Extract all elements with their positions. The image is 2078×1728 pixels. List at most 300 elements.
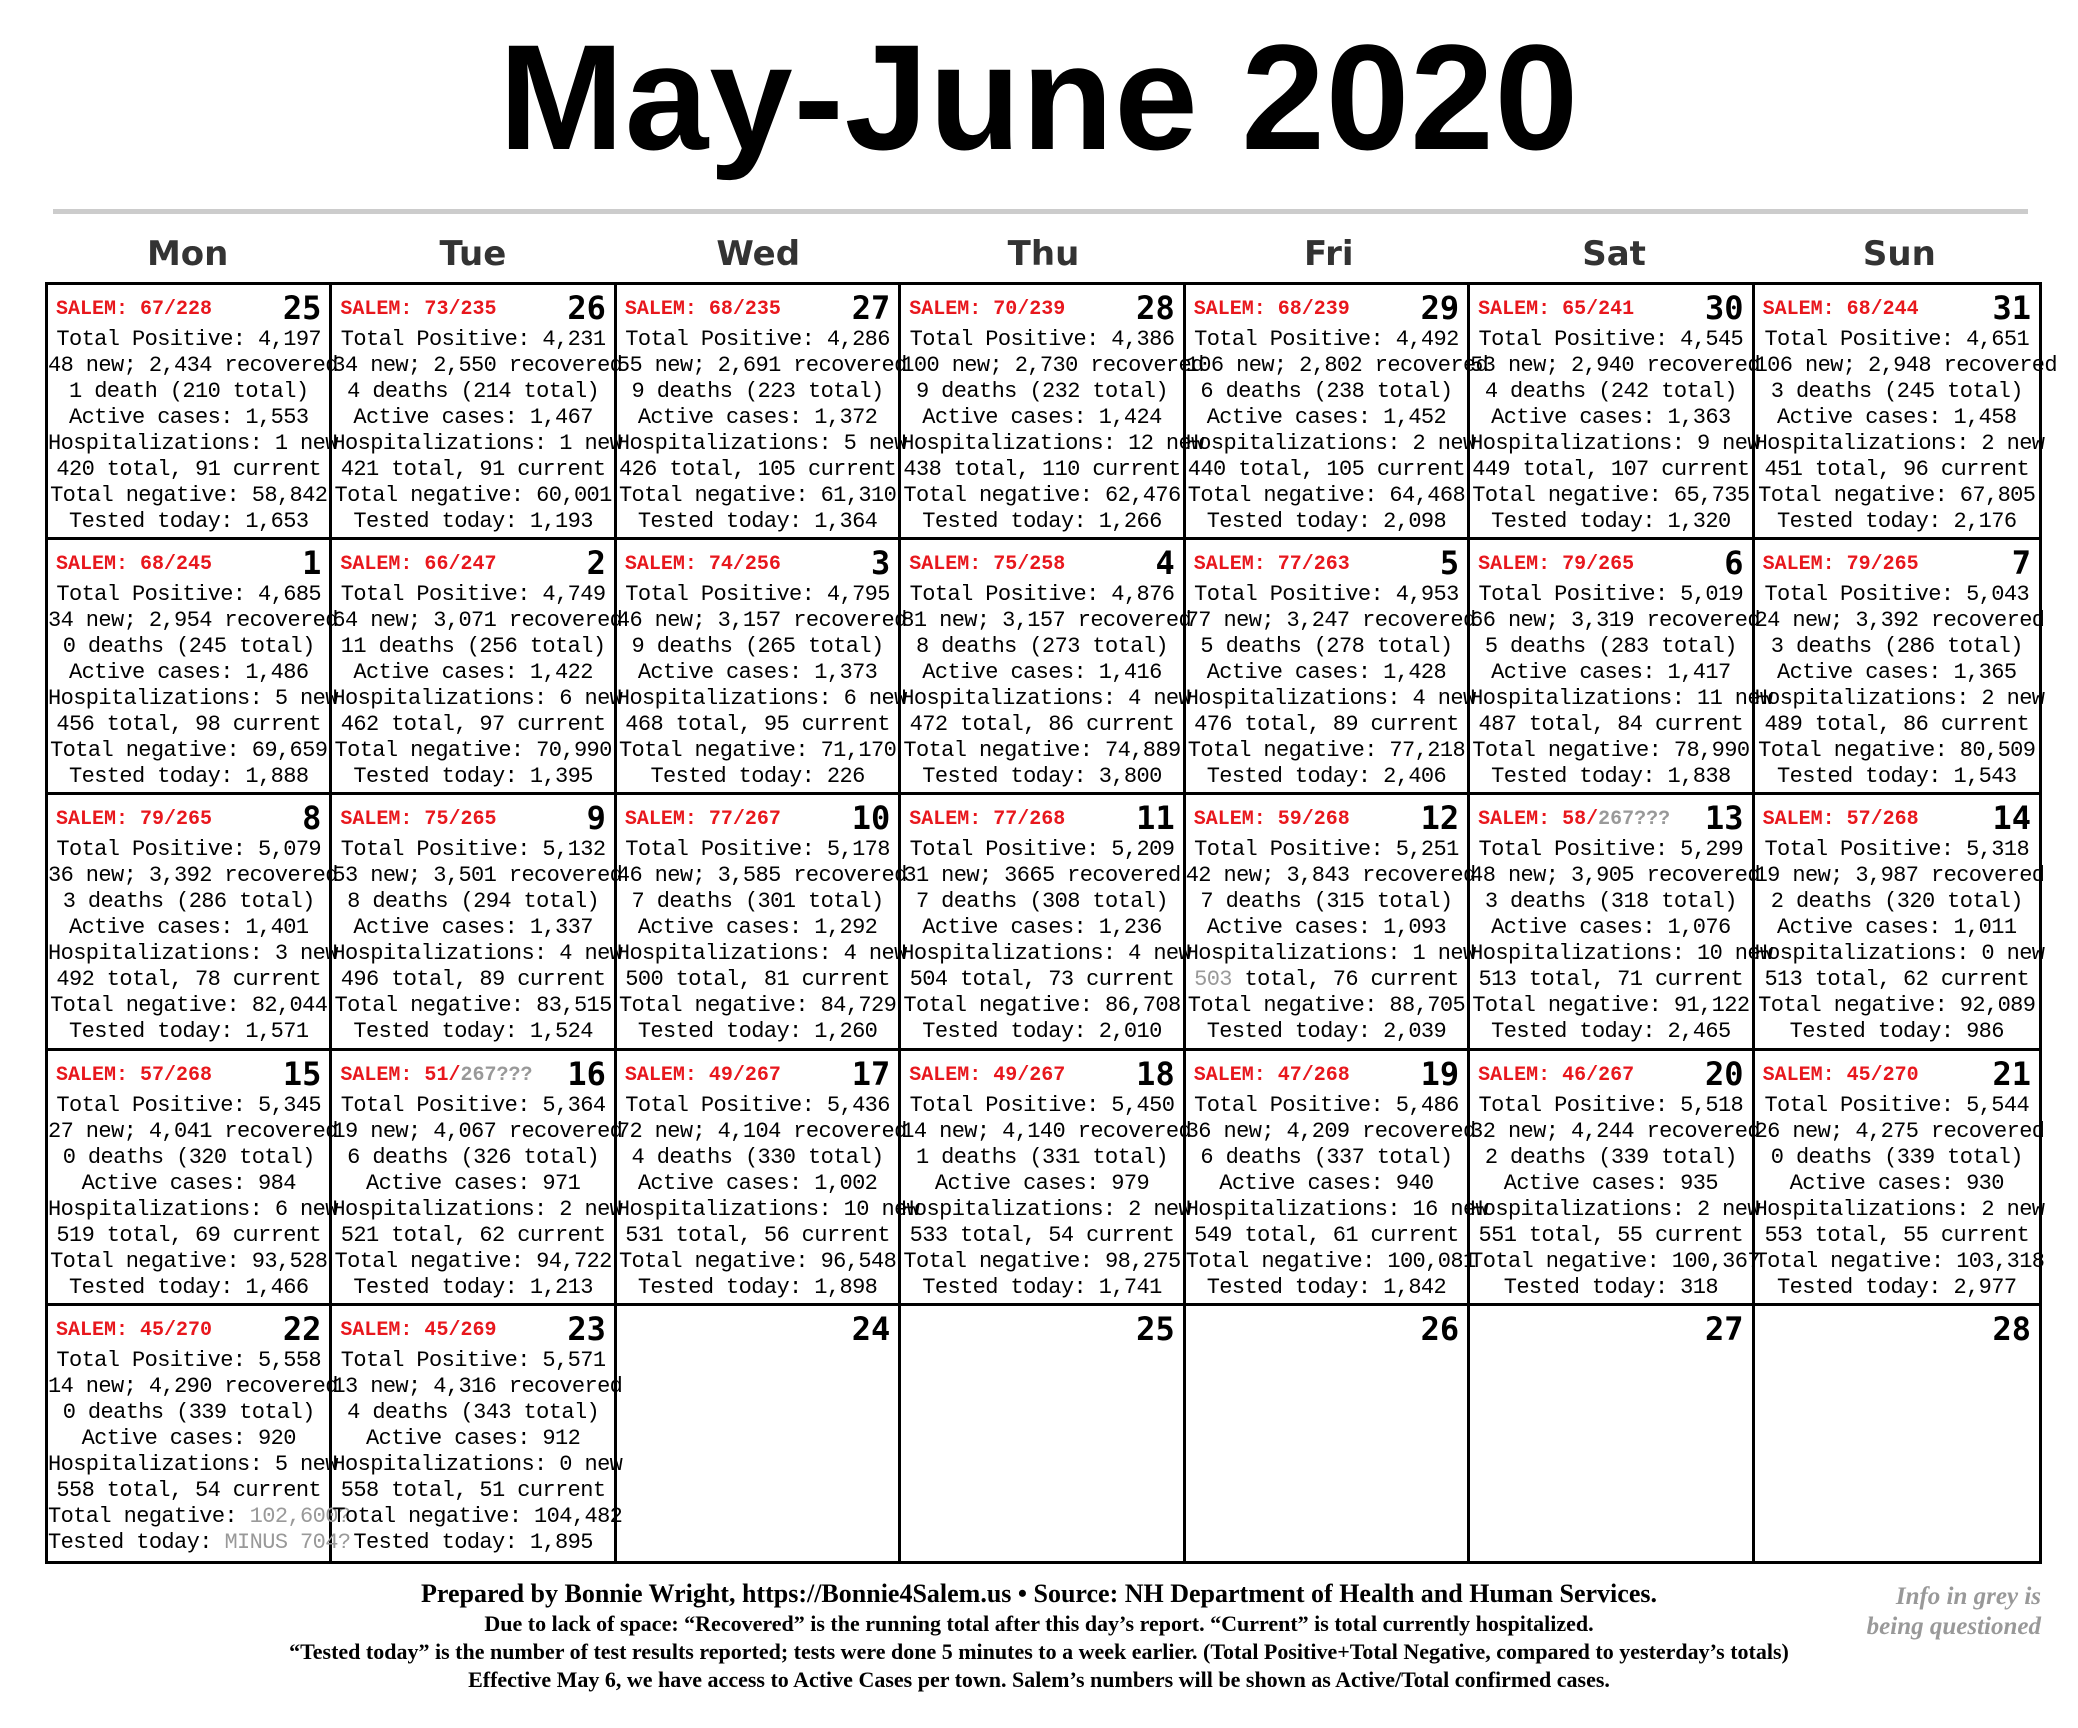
- calendar-grid: [45, 282, 2058, 1564]
- day-number: 21: [1992, 1054, 2031, 1093]
- stat-line: Total negative: 71,170: [618, 738, 897, 764]
- stat-line: 6 deaths (238 total): [1200, 379, 1453, 404]
- day-cell: [332, 285, 623, 540]
- stat-line: 472 total, 86 current: [909, 712, 1175, 738]
- day-number: 29: [1420, 289, 1460, 327]
- stat-line: Hospitalizations: 16 new: [1185, 1196, 1489, 1222]
- stat-line: Total negative: 93,528: [50, 1248, 328, 1274]
- stat-line: 6 deaths (337 total): [1200, 1144, 1453, 1170]
- title-divider: [53, 209, 2028, 214]
- stat-line: Hospitalizations: 10 new: [1470, 941, 1773, 967]
- salem-cases-label: SALEM: 77/263: [1193, 553, 1350, 577]
- day-stats: [1185, 582, 1476, 790]
- stat-line: Total Positive: 5,251: [1194, 837, 1459, 863]
- stat-line: 521 total, 62 current: [340, 1222, 606, 1248]
- day-number: 26: [567, 289, 606, 327]
- salem-questioned-value: 267???: [1598, 808, 1671, 832]
- stat-line: Active cases: 1,467: [353, 405, 593, 430]
- stat-line: Active cases: 1,373: [637, 660, 878, 686]
- day-cell: [332, 1051, 623, 1306]
- stat-line: Total Positive: 4,231: [340, 327, 606, 352]
- stat-line: Hospitalizations: 4 new: [332, 941, 623, 967]
- salem-cases: [625, 299, 781, 321]
- day-cell: [901, 540, 1192, 795]
- day-number: 12: [1420, 799, 1460, 838]
- stat-line: 81 new; 3,157 recovered: [901, 608, 1192, 634]
- stat-line: 3 deaths (245 total): [1770, 379, 2023, 404]
- day-number: 9: [586, 799, 606, 838]
- salem-cases: [56, 1320, 212, 1342]
- stat-line: 426 total, 105 current: [618, 457, 897, 482]
- stat-line: Tested today: 1,895: [353, 1529, 593, 1555]
- stat-line: Total Positive: 5,019: [1478, 582, 1744, 608]
- stat-line: 100 new; 2,730 recovered: [901, 353, 1204, 378]
- day-stats: [901, 1092, 1192, 1301]
- stat-line: Tested today: 1,653: [68, 509, 309, 534]
- salem-cases: [1763, 299, 1919, 321]
- stat-line: Active cases: 1,416: [922, 660, 1162, 686]
- day-cell: [901, 795, 1192, 1050]
- day-stats: [901, 327, 1204, 535]
- stat-line: 0 deaths (245 total): [62, 634, 315, 660]
- day-number: 1: [302, 544, 322, 583]
- stat-line: 456 total, 98 current: [56, 712, 322, 738]
- salem-cases: [909, 1065, 1065, 1087]
- day-cell: [1754, 795, 2045, 1050]
- stat-line: Tested today: 1,524: [353, 1019, 593, 1045]
- stat-line: Hospitalizations: 3 new: [48, 941, 338, 967]
- stat-line: 7 deaths (301 total): [631, 889, 884, 915]
- day-number: 28: [1136, 289, 1175, 327]
- salem-cases-label: SALEM: 73/235: [340, 298, 497, 321]
- stat-line: 549 total, 61 current: [1194, 1222, 1459, 1248]
- stat-line: 440 total, 105 current: [1187, 457, 1466, 482]
- day-cell: [1470, 795, 1773, 1050]
- stat-line: Hospitalizations: 2 new: [1754, 431, 2045, 456]
- stat-line: Active cases: 1,424: [922, 405, 1162, 430]
- salem-cases-label: SALEM: 45/270: [56, 1318, 213, 1342]
- day-stats: [332, 327, 623, 535]
- stat-line: Tested today: 2,176: [1777, 509, 2017, 534]
- salem-cases-label: SALEM: 57/268: [56, 1063, 213, 1087]
- salem-cases-label: SALEM: 79/265: [56, 808, 213, 832]
- stat-line: Total Positive: 4,492: [1194, 327, 1459, 352]
- day-cell: [616, 1051, 920, 1306]
- day-stats: [1185, 1092, 1489, 1301]
- salem-cases-label: SALEM: 45/269: [340, 1318, 497, 1342]
- stat-line: Active cases: 1,417: [1491, 660, 1731, 686]
- stat-line: Active cases: 1,553: [68, 405, 309, 430]
- day-cell: [1185, 285, 1489, 540]
- stat-line: 14 new; 4,140 recovered: [901, 1118, 1192, 1144]
- footer-note-recovered: Due to lack of space: “Recovered” is the running total after this day’s report. “Current” is total currently hospitalized.: [484, 1611, 1594, 1636]
- stat-line: Hospitalizations: 2 new: [1185, 431, 1476, 456]
- day-number: 23: [567, 1309, 606, 1348]
- stat-line: 1 death (210 total): [68, 379, 309, 404]
- stat-line: Tested today: 986: [1789, 1019, 2004, 1045]
- stat-line: Hospitalizations: 2 new: [1470, 1196, 1760, 1222]
- stat-line: 3 deaths (318 total): [1484, 889, 1737, 915]
- weekday-sun: Sun: [1862, 234, 1936, 274]
- stat-line: 558 total, 54 current: [56, 1477, 322, 1503]
- stat-line: Total Positive: 5,518: [1478, 1092, 1744, 1118]
- stat-line: Active cases: 979: [934, 1170, 1150, 1196]
- stat-line-label: Tested today:: [48, 1529, 225, 1555]
- day-cell: [332, 1306, 623, 1561]
- day-number: 2: [586, 544, 606, 583]
- stat-line: Total Positive: 5,043: [1764, 582, 2030, 608]
- stat-line: Total negative: 62,476: [903, 483, 1181, 508]
- stat-line: Tested today: 2,977: [1777, 1274, 2017, 1300]
- stat-line: Total Positive: 4,197: [56, 327, 322, 352]
- stat-line: Total Positive: 5,079: [56, 837, 322, 863]
- stat-line: Total negative: 65,735: [1472, 483, 1750, 508]
- stat-line: Total negative: 104,482: [332, 1503, 623, 1529]
- stat-line: [48, 1503, 351, 1530]
- stat-line: Active cases: 1,337: [353, 915, 593, 941]
- stat-line: 8 deaths (294 total): [347, 889, 600, 915]
- stat-line: 462 total, 97 current: [340, 712, 606, 738]
- salem-cases-label: SALEM: 77/267: [624, 808, 781, 832]
- questioned-value: 102,600?: [249, 1503, 351, 1529]
- day-cell: [332, 795, 623, 1050]
- day-cell: [48, 1306, 351, 1561]
- day-number: 10: [851, 799, 891, 838]
- salem-cases: [340, 299, 496, 321]
- stat-line: 19 new; 3,987 recovered: [1754, 863, 2045, 889]
- stat-line: Total Positive: 5,299: [1478, 837, 1744, 863]
- stat-line: Tested today: 1,213: [353, 1274, 593, 1300]
- day-number: 17: [851, 1054, 891, 1093]
- stat-line: Hospitalizations: 5 new: [48, 1451, 338, 1477]
- weekday-thu: Thu: [1007, 234, 1080, 274]
- salem-cases-label: SALEM: 68/244: [1762, 298, 1919, 321]
- stat-line: Tested today: 1,898: [637, 1274, 878, 1300]
- stat-line: 4 deaths (214 total): [347, 379, 600, 404]
- stat-line: Tested today: 1,266: [922, 509, 1162, 534]
- stat-line: 451 total, 96 current: [1764, 457, 2030, 482]
- day-number: 26: [1420, 1309, 1460, 1348]
- stat-line: Hospitalizations: 1 new: [48, 431, 338, 456]
- weekday-fri: Fri: [1304, 234, 1354, 274]
- salem-cases: [340, 554, 496, 576]
- stat-line: Total negative: 92,089: [1758, 993, 2036, 1019]
- stat-line: Total negative: 69,659: [50, 738, 328, 764]
- stat-line: Tested today: 1,838: [1491, 764, 1731, 790]
- stat-line: 553 total, 55 current: [1764, 1222, 2030, 1248]
- stat-line: Active cases: 1,093: [1206, 915, 1447, 941]
- salem-cases-label: SALEM: 68/245: [56, 553, 213, 577]
- day-stats: [1470, 837, 1773, 1045]
- day-stats: [332, 837, 623, 1045]
- salem-cases: [1478, 809, 1670, 831]
- day-number: 25: [282, 289, 322, 327]
- stat-line: Total Positive: 5,558: [56, 1347, 322, 1373]
- stat-line: Hospitalizations: 11 new: [1470, 686, 1773, 712]
- grey-note-line-1: Info in grey is: [1895, 1583, 2041, 1610]
- day-stats: [1754, 582, 2045, 790]
- footer-credit: Prepared by Bonnie Wright, https://Bonnie4Salem.us • Source: NH Department of Health and Human Services.: [421, 1579, 1657, 1608]
- day-stats: [1754, 327, 2058, 535]
- day-stats: [1185, 837, 1476, 1045]
- stat-line: Tested today: 2,098: [1206, 509, 1447, 534]
- stat-line: Total Positive: 4,386: [909, 327, 1175, 352]
- stat-line: Tested today: 1,395: [353, 764, 593, 790]
- stat-line: 4 deaths (330 total): [631, 1144, 884, 1170]
- stat-line: Total negative: 58,842: [50, 483, 328, 508]
- stat-line: 72 new; 4,104 recovered: [616, 1118, 907, 1144]
- stat-line: Total negative: 91,122: [1472, 993, 1750, 1019]
- day-cell: [1185, 540, 1476, 795]
- stat-line: Hospitalizations: 2 new: [1754, 1196, 2045, 1222]
- stat-line: Hospitalizations: 4 new: [901, 686, 1192, 712]
- day-stats: [616, 837, 907, 1045]
- stat-line: Hospitalizations: 6 new: [616, 686, 907, 712]
- stat-line: 487 total, 84 current: [1478, 712, 1744, 738]
- salem-cases: [340, 809, 496, 831]
- stat-line: Total negative: 96,548: [618, 1248, 897, 1274]
- salem-cases-label: SALEM: 75/265: [340, 808, 497, 832]
- stat-line: Total Positive: 5,132: [340, 837, 606, 863]
- day-stats: [616, 327, 907, 535]
- stat-line: Total negative: 100,081: [1185, 1248, 1476, 1274]
- stat-line: Total negative: 70,990: [334, 738, 612, 764]
- salem-cases: [1763, 554, 1919, 576]
- stat-line: Active cases: 930: [1789, 1170, 2004, 1196]
- day-stats: [48, 582, 338, 790]
- stat-line: [48, 1529, 351, 1556]
- stat-line: 5 deaths (278 total): [1200, 634, 1453, 660]
- stat-line: Active cases: 1,401: [68, 915, 309, 941]
- stat-line: Active cases: 1,002: [637, 1170, 878, 1196]
- day-cell: [617, 1306, 901, 1561]
- stat-line: Active cases: 1,236: [922, 915, 1162, 941]
- weekday-tue: Tue: [439, 234, 507, 274]
- stat-line: Active cases: 971: [366, 1170, 581, 1196]
- stat-line: 558 total, 51 current: [340, 1477, 606, 1503]
- stat-line: Total negative: 100,367: [1470, 1248, 1760, 1274]
- stat-line: 31 new; 3665 recovered: [903, 863, 1181, 889]
- stat-line: Tested today: 1,193: [353, 509, 593, 534]
- stat-line: 46 new; 3,157 recovered: [616, 608, 907, 634]
- stat-line: Total negative: 83,515: [334, 993, 612, 1019]
- salem-cases: [625, 1065, 781, 1087]
- stat-line: Hospitalizations: 4 new: [901, 941, 1192, 967]
- day-number: 11: [1136, 799, 1175, 838]
- salem-cases: [625, 554, 781, 576]
- salem-cases-label: SALEM: 46/267: [1478, 1063, 1635, 1087]
- salem-cases-label: SALEM: 47/268: [1193, 1063, 1350, 1087]
- stat-line: Total Positive: 4,876: [909, 582, 1175, 608]
- salem-cases-label: SALEM: 59/268: [1193, 808, 1350, 832]
- day-cell: [48, 1051, 338, 1306]
- questioned-value: MINUS 704?: [224, 1529, 351, 1555]
- stat-line: Active cases: 940: [1219, 1170, 1434, 1196]
- day-number: 27: [851, 289, 891, 327]
- stat-line: 438 total, 110 current: [903, 457, 1181, 482]
- day-cell: [616, 540, 907, 795]
- stat-line: Active cases: 984: [81, 1170, 296, 1196]
- stat-line: 55 new; 2,691 recovered: [616, 353, 907, 378]
- stat-line: Total negative: 80,509: [1758, 738, 2036, 764]
- salem-cases-label: SALEM: 66/247: [340, 553, 497, 577]
- stat-line: Hospitalizations: 5 new: [48, 686, 338, 712]
- day-number: 16: [567, 1054, 606, 1093]
- stat-line: Hospitalizations: 1 new: [1185, 941, 1476, 967]
- day-number: 20: [1705, 1054, 1744, 1093]
- salem-cases-label: SALEM: 51/: [340, 1063, 461, 1087]
- salem-cases: [56, 554, 212, 576]
- stat-line: 36 new; 4,209 recovered: [1185, 1118, 1476, 1144]
- footer-note-tested: “Tested today” is the number of test results reported; tests were done 5 minutes to a week earlier. (Total Positive+Total Negative, compared to yesterday’s totals): [289, 1639, 1789, 1664]
- salem-cases-label: SALEM: 49/267: [909, 1063, 1066, 1087]
- stat-line: 24 new; 3,392 recovered: [1754, 608, 2045, 634]
- day-stats: [332, 1347, 623, 1556]
- stat-line: 6 deaths (326 total): [347, 1144, 600, 1170]
- day-stats: [1470, 327, 1760, 535]
- stat-line: Total Positive: 5,571: [340, 1347, 606, 1373]
- stat-line: Tested today: 2,465: [1491, 1019, 1731, 1045]
- day-stats: [48, 327, 338, 535]
- stat-line: 53 new; 3,501 recovered: [332, 863, 623, 889]
- stat-line: Active cases: 920: [81, 1425, 296, 1451]
- stat-line: Total negative: 60,001: [334, 483, 612, 508]
- day-stats: [1754, 837, 2045, 1045]
- stat-line: Tested today: 2,039: [1206, 1019, 1447, 1045]
- stat-line: Active cases: 1,452: [1206, 405, 1447, 430]
- day-stats: [616, 1092, 920, 1301]
- stat-line: 0 deaths (320 total): [62, 1144, 315, 1170]
- stat-line: Tested today: 1,888: [68, 764, 309, 790]
- salem-cases: [1194, 1065, 1350, 1087]
- stat-line: 106 new; 2,948 recovered: [1754, 353, 2058, 378]
- salem-cases: [1194, 809, 1350, 831]
- day-number: 6: [1724, 544, 1744, 583]
- day-cell: [332, 540, 623, 795]
- stat-line: Total Positive: 5,436: [625, 1092, 890, 1118]
- salem-cases-label: SALEM: 79/265: [1478, 553, 1635, 577]
- day-stats: [901, 837, 1192, 1045]
- day-cell: [1470, 1051, 1760, 1306]
- stat-line: 2 deaths (339 total): [1484, 1144, 1737, 1170]
- stat-line: Tested today: 1,466: [68, 1274, 309, 1300]
- day-cell: [1470, 540, 1773, 795]
- stat-line: Hospitalizations: 0 new: [332, 1451, 623, 1477]
- stat-line: 46 new; 3,585 recovered: [616, 863, 907, 889]
- stat-line: 421 total, 91 current: [340, 457, 606, 482]
- stat-line: Total negative: 78,990: [1472, 738, 1750, 764]
- stat-line: Tested today: 1,364: [637, 509, 878, 534]
- salem-cases: [1478, 1065, 1634, 1087]
- salem-cases: [340, 1065, 532, 1087]
- stat-line: 4 deaths (242 total): [1484, 379, 1737, 404]
- calendar-title: May-June 2020: [498, 13, 1580, 181]
- day-cell: [901, 1051, 1192, 1306]
- grey-note-line-2: being questioned: [1866, 1613, 2041, 1640]
- stat-line: 66 new; 3,319 recovered: [1470, 608, 1760, 634]
- stat-line: 13 new; 4,316 recovered: [332, 1373, 623, 1399]
- salem-cases: [56, 299, 212, 321]
- stat-line: 34 new; 2,954 recovered: [48, 608, 338, 634]
- stat-line: Total negative: 86,708: [903, 993, 1181, 1019]
- stat-line: 500 total, 81 current: [625, 967, 890, 993]
- stat-line: Total negative: 82,044: [50, 993, 328, 1019]
- stat-line: Active cases: 1,365: [1777, 660, 2017, 686]
- day-number: 28: [1992, 1309, 2031, 1348]
- stat-line: 34 new; 2,550 recovered: [332, 353, 623, 378]
- weekday-sat: Sat: [1582, 234, 1646, 274]
- day-number: 25: [1136, 1309, 1175, 1348]
- salem-cases-label: SALEM: 67/228: [56, 298, 213, 321]
- day-cell: [616, 795, 907, 1050]
- stat-line: Hospitalizations: 6 new: [48, 1196, 338, 1222]
- day-number: 13: [1705, 799, 1744, 838]
- stat-line: Total Positive: 5,544: [1764, 1092, 2030, 1118]
- day-cell: [1470, 285, 1760, 540]
- stat-line: Active cases: 1,428: [1206, 660, 1447, 686]
- day-stats: [48, 1347, 351, 1556]
- grey-info-note: [1795, 1582, 2041, 1642]
- day-stats: [48, 1092, 338, 1301]
- stat-line: Active cases: 1,372: [637, 405, 878, 430]
- stat-line: Total Positive: 4,749: [340, 582, 606, 608]
- day-cell: [1754, 285, 2058, 540]
- stat-line: 32 new; 4,244 recovered: [1470, 1118, 1760, 1144]
- day-number: 22: [282, 1309, 322, 1348]
- stat-line: 513 total, 71 current: [1478, 967, 1744, 993]
- stat-line: Hospitalizations: 0 new: [1754, 941, 2045, 967]
- stat-line: 3 deaths (286 total): [1770, 634, 2023, 660]
- day-number: 24: [851, 1309, 891, 1348]
- stat-line: Active cases: 1,458: [1777, 405, 2017, 430]
- stat-line: Total negative: 88,705: [1187, 993, 1466, 1019]
- salem-cases-label: SALEM: 65/241: [1478, 298, 1635, 321]
- stat-line: 504 total, 73 current: [909, 967, 1175, 993]
- stat-line: Total Positive: 4,651: [1764, 327, 2030, 352]
- stat-line: Hospitalizations: 6 new: [332, 686, 623, 712]
- stat-line: Active cases: 1,076: [1491, 915, 1731, 941]
- salem-cases: [909, 299, 1065, 321]
- stat-line: Active cases: 1,363: [1491, 405, 1731, 430]
- stat-line: 53 new; 2,940 recovered: [1470, 353, 1760, 378]
- weekday-wed: Wed: [716, 234, 801, 274]
- stat-line: 2 deaths (320 total): [1770, 889, 2023, 915]
- stat-line: 519 total, 69 current: [56, 1222, 322, 1248]
- salem-cases-label: SALEM: 45/270: [1762, 1063, 1919, 1087]
- stat-line: 7 deaths (308 total): [915, 889, 1169, 915]
- stat-line: 533 total, 54 current: [909, 1222, 1175, 1248]
- stat-line: Total negative: 84,729: [618, 993, 897, 1019]
- salem-cases: [1763, 809, 1919, 831]
- stat-line: 489 total, 86 current: [1764, 712, 2030, 738]
- stat-line: Total negative: 61,310: [618, 483, 897, 508]
- stat-line: Tested today: 1,320: [1491, 509, 1731, 534]
- day-stats: [48, 837, 338, 1045]
- stat-line: Total Positive: 4,795: [625, 582, 890, 608]
- salem-cases: [909, 554, 1065, 576]
- stat-line: Total Positive: 4,545: [1478, 327, 1744, 352]
- stat-line: 3 deaths (286 total): [62, 889, 315, 915]
- salem-cases: [1763, 1065, 1919, 1087]
- salem-cases-label: SALEM: 70/239: [909, 298, 1066, 321]
- day-number: 5: [1439, 544, 1460, 583]
- stat-line: Total Positive: 5,450: [909, 1092, 1175, 1118]
- stat-line: Hospitalizations: 9 new: [1470, 431, 1760, 456]
- day-stats: [332, 1092, 623, 1301]
- stat-line: Hospitalizations: 2 new: [901, 1196, 1192, 1222]
- day-cell: [48, 540, 338, 795]
- salem-cases: [909, 809, 1065, 831]
